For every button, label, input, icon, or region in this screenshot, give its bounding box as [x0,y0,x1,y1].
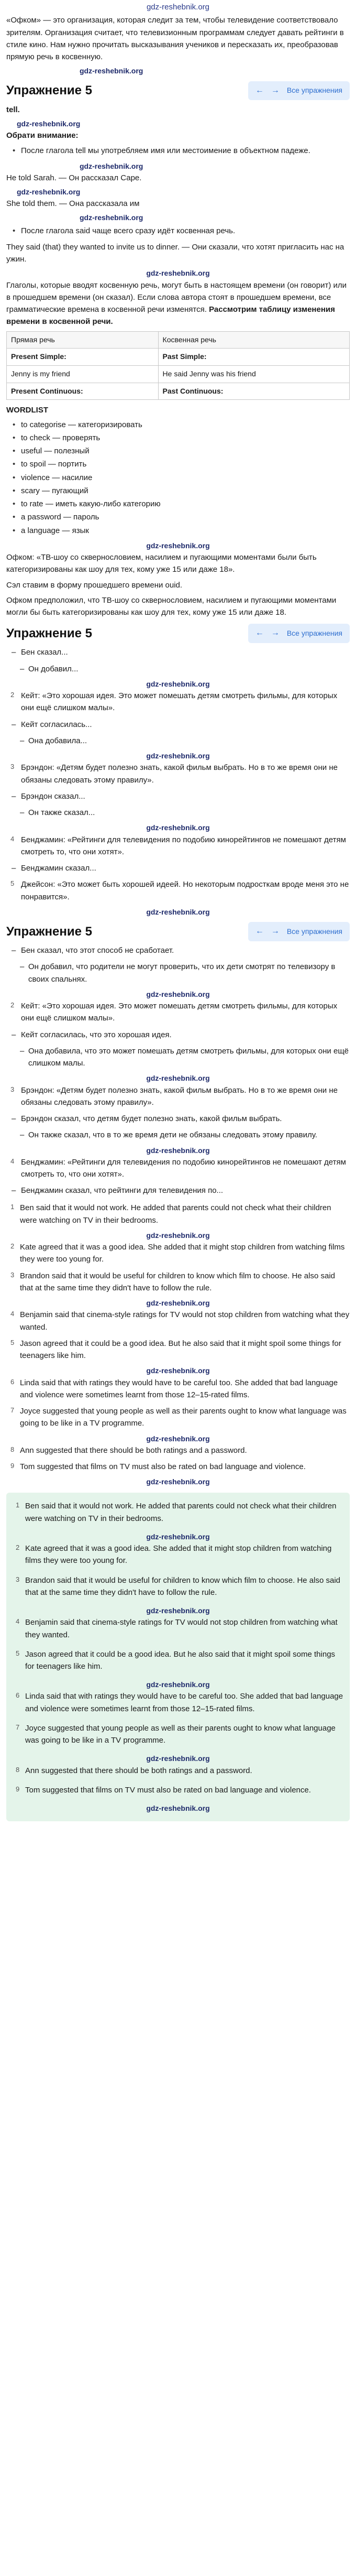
tell-heading: tell. [6,105,20,114]
item-text: Она добавила... [28,736,87,745]
item-text: Benjamin said that cinema-style ratings for TV would not stop children from watching what they wanted. [25,1618,338,1639]
next-arrow-icon[interactable]: → [271,85,280,95]
grammar-bullets [6,145,350,157]
table-cell: Past Simple: [158,349,349,366]
watermark: gdz-reshebnik.org [146,1606,210,1615]
list-item: • scary — пугающий [6,485,350,497]
list-item [6,1045,350,1070]
list-item [6,1129,350,1141]
item-text: Tom suggested that films on TV must also be rated on bad language and violence. [25,1785,311,1795]
item-number: 9 [10,1461,15,1470]
list-item [6,1184,350,1197]
list-item [6,690,350,714]
item-text: Tom suggested that films on TV must also be rated on bad language and violence. [20,1462,306,1471]
intro-paragraph: «Офком» — это организация, которая следит за тем, чтобы телевидение соответствовало зрителям. Организация считает, что телевизионным программам следует давать рейтинги в стиле кино. Нам нужно прочитать высказывания учеников и пересказать их, преобразовав прямую речь в косвенную. [6,16,344,61]
item-text: Joyce suggested that young people as well as their parents ought to know what language was going to be like in a TV programme. [25,1723,336,1745]
item-number: 4 [10,1157,15,1165]
item-text: Kate agreed that it was a good idea. She added that it might stop children from watching films they were too young for. [20,1243,345,1264]
item-number: 8 [10,1445,15,1453]
table-row [7,349,350,366]
item-text: Джейсон: «Это может быть хорошей идеей. Но некоторым подросткам вроде меня это не понравится». [21,880,349,901]
item-text: Ben said that it would not work. He added that parents could not check what their children were watching on TV in their bedrooms. [25,1502,337,1523]
answer-box [6,1493,350,1821]
item-number: 5 [10,879,15,888]
list-item [12,1574,344,1599]
list-item: • a language — язык [6,525,350,537]
item-text: Joyce suggested that young people as well as their parents ought to know what language was going to be like in a TV programme. [20,1407,347,1428]
example-line: She told them. — Она рассказала им [6,199,140,209]
table-cell: Present Continuous: [7,383,159,400]
text-paragraph: Офком: «TB-шоу со сквернословием, насилием и пугающими моментами были быть категоризированы как шоу для тех, кому уже 15 или даже 18». [6,553,317,574]
list-item [6,1000,350,1025]
list-item [6,1461,350,1473]
list-item [12,1784,344,1796]
watermark: gdz-reshebnik.org [80,161,143,170]
prev-arrow-icon[interactable]: ← [255,628,264,638]
section-title: Упражнение 5 [6,83,92,98]
list-item [6,878,350,903]
watermark: gdz-reshebnik.org [17,188,81,196]
list-item [6,1338,350,1362]
list-item [6,1270,350,1295]
item-number: 3 [10,1270,15,1279]
item-text: Кейт согласилась... [21,720,92,729]
rule-paragraph [6,279,350,328]
section-title: Упражнение 5 [6,626,92,641]
item-text: Он добавил, что родители не могут проверить, что их дети смотрят по телевизору в своих спальнях. [28,962,336,984]
item-number: 8 [16,1765,20,1774]
item-text: Linda said that with ratings they would have to be careful too. She added that bad language and violence were sometimes learnt from those 12–15-rated films. [25,1692,343,1713]
watermark: gdz-reshebnik.org [146,1532,210,1541]
list-item [6,1084,350,1109]
rule-text: Глаголы, которые вводят косвенную речь, могут быть в настоящем времени (он говорит) или в прошедшем времени (он сказал). Если слова автора стоят в прошедшем времени, все грамматические времена в косвенной речи изменятся. [6,280,347,314]
list-item [6,1405,350,1430]
wordlist [6,419,350,537]
next-arrow-icon[interactable]: → [271,628,280,638]
watermark: gdz-reshebnik.org [146,541,210,550]
item-text: Кейт согласилась, что это хорошая идея. [21,1030,172,1039]
item-number: 5 [10,1338,15,1346]
list-item [6,1444,350,1457]
item-number: 1 [10,1203,15,1211]
list-item [12,1765,344,1777]
item-number: 7 [16,1723,20,1731]
list-item [6,663,350,675]
item-text: Бенджамин: «Рейтинги для телевидения по подобию кинорейтингов не помешают детям смотреть то, что они хотят». [21,1157,346,1179]
watermark: gdz-reshebnik.org [146,1146,210,1155]
watermark: gdz-reshebnik.org [146,1804,210,1813]
list-item [6,790,350,802]
item-text: Бенджамин сказал... [21,864,96,873]
list-item: • to categorise — категоризировать [6,419,350,431]
answer-list [6,1202,350,1486]
grammar-bullets [6,225,350,237]
list-item [6,1029,350,1041]
item-text: Jason agreed that it could be a good idea. But he also said that it might spoil some things for teenagers like him. [25,1649,336,1671]
item-number: 1 [16,1501,20,1509]
exercise-nav [248,922,350,941]
item-text: Linda said that with ratings they would have to be careful too. She added that bad language and violence were sometimes learnt from those 12–15-rated films. [20,1378,338,1399]
watermark: gdz-reshebnik.org [146,1231,210,1240]
list-item: • violence — насилие [6,472,350,484]
table-header: Косвенная речь [158,331,349,349]
list-item: • to check — проверять [6,432,350,444]
watermark: gdz-reshebnik.org [146,269,210,278]
prev-arrow-icon[interactable]: ← [255,85,264,95]
item-text: Jason agreed that it could be a good idea. But he also said that it might spoil some things for teenagers like him. [20,1339,341,1361]
section-header [6,624,350,643]
list-item [6,1202,350,1226]
text-paragraph: Офком предположил, что ТВ-шоу со сквернословием, насилием и пугающими моментами могли бы быть категоризированы как шоу для тех, кому уже 15 или даже 18. [6,595,337,617]
list-item [6,1377,350,1401]
item-number: 2 [10,1242,15,1251]
item-number: 6 [10,1377,15,1386]
list-item: • useful — полезный [6,445,350,457]
list-item: • После глагола said чаще всего сразу идёт косвенная речь. [6,225,350,237]
watermark: gdz-reshebnik.org [146,752,210,760]
watermark: gdz-reshebnik.org [17,119,81,128]
item-text: Ann suggested that there should be both ratings and a password. [20,1445,247,1455]
list-item [6,1309,350,1333]
note-heading: Обрати внимание: [6,131,79,140]
item-number: 4 [16,1617,20,1626]
watermark: gdz-reshebnik.org [146,990,210,998]
list-item [6,834,350,858]
section-title: Упражнение 5 [6,924,92,939]
item-number: 9 [16,1785,20,1793]
all-exercises-link[interactable]: Все упражнения [286,86,342,95]
watermark: gdz-reshebnik.org [146,1074,210,1083]
item-text: Бенджамин: «Рейтинги для телевидения по подобию кинорейтингов не помешают детям смотреть то, что они хотят». [21,835,346,856]
list-item [6,961,350,985]
list-item [6,719,350,731]
item-text: Он добавил... [28,664,79,673]
list-item [12,1500,344,1525]
list-item: • После глагола tell мы употребляем имя или местоимение в объектном падеже. [6,145,350,157]
tense-table [6,331,350,400]
list-item: • to rate — иметь какую-либо категорию [6,498,350,510]
item-text: Brandon said that it would be useful for children to know which film to choose. He also said that at the same time they didn't have to follow the rule. [20,1271,335,1292]
table-row [7,383,350,400]
list-item [12,1542,344,1567]
all-exercises-link[interactable]: Все упражнения [286,927,342,936]
item-number: 2 [16,1544,20,1552]
watermark: gdz-reshebnik.org [146,907,210,916]
dialog-list [6,944,350,1197]
prev-arrow-icon[interactable]: ← [255,927,264,936]
item-number: 3 [10,1085,15,1093]
list-item [6,762,350,786]
watermark: gdz-reshebnik.org [146,1477,210,1486]
item-text: Kate agreed that it was a good idea. She added that it might stop children from watching films they were too young for. [25,1544,332,1566]
table-row [7,365,350,383]
list-item [12,1648,344,1673]
list-item [6,944,350,957]
item-text: Бен сказал... [21,648,68,657]
dialog-list [6,646,350,917]
wordlist-title: WORDLIST [6,406,48,415]
watermark: gdz-reshebnik.org [80,213,143,222]
item-text: Ann suggested that there should be both ratings and a password. [25,1766,252,1775]
site-url[interactable]: gdz-reshebnik.org [146,3,210,12]
item-text: Ben said that it would not work. He added that parents could not check what their children were watching on TV in their bedrooms. [20,1203,331,1225]
item-text: Она добавила, что это может помешать детям смотреть фильмы, для которых они ещё слишком малы. [28,1046,349,1068]
list-item [6,1156,350,1181]
item-text: Брэндон сказал... [21,791,85,801]
watermark: gdz-reshebnik.org [146,1680,210,1689]
item-number: 2 [10,1001,15,1009]
item-number: 7 [10,1406,15,1414]
example-line: They said (that) they wanted to invite us to dinner. — Они сказали, что хотят пригласить нас на ужин. [6,242,344,264]
item-number: 4 [10,1310,15,1318]
list-item: • to spoil — портить [6,458,350,470]
watermark: gdz-reshebnik.org [146,1434,210,1443]
list-item [6,862,350,874]
item-text: Бен сказал, что этот способ не сработает. [21,946,174,955]
exercise-nav [248,624,350,643]
item-text: Брэндон: «Детям будет полезно знать, какой фильм выбрать. Но в то же время они не обязаны следовать этому правилу». [21,1085,338,1107]
item-text: Он также сказал, что в то же время дети не обязаны следовать этому правилу. [28,1131,317,1140]
text-paragraph: Сэл ставим в форму прошедшего времени ouid. [6,580,183,590]
list-item [6,1241,350,1266]
list-item [6,735,350,747]
rule-bold: Рассмотрим таблицу изменения времени в косвенной речи. [6,305,335,327]
watermark: gdz-reshebnik.org [146,823,210,832]
answer-list [12,1500,344,1813]
table-header: Прямая речь [7,331,159,349]
all-exercises-link[interactable]: Все упражнения [286,628,342,637]
item-number: 3 [16,1575,20,1583]
item-text: Брэндон: «Детям будет полезно знать, какой фильм выбрать. Но в то же время они не обязаны следовать этому правилу». [21,763,338,785]
item-text: Бенджамин сказал, что рейтинги для телевидения по... [21,1186,224,1195]
table-cell: Present Simple: [7,349,159,366]
item-text: Benjamin said that cinema-style ratings for TV would not stop children from watching what they wanted. [20,1310,350,1332]
section-header [6,81,350,100]
example-line: He told Sarah. — Он рассказал Саре. [6,173,142,182]
table-cell: Past Continuous: [158,383,349,400]
list-item [6,1113,350,1125]
table-row [7,331,350,349]
exercise-nav [248,81,350,101]
list-item [6,807,350,819]
item-number: 4 [10,834,15,843]
list-item [12,1616,344,1641]
section-header [6,922,350,941]
item-number: 2 [10,691,15,699]
item-text: Он также сказал... [28,808,95,818]
list-item [12,1690,344,1715]
list-item: • a password — пароль [6,511,350,523]
table-cell: He said Jenny was his friend [158,365,349,383]
item-number: 3 [10,763,15,771]
watermark: gdz-reshebnik.org [80,67,143,75]
item-text: Brandon said that it would be useful for children to know which film to choose. He also said that at the same time they didn't have to follow the rule. [25,1575,340,1597]
list-item [12,1722,344,1747]
item-text: Брэндон сказал, что детям будет полезно знать, какой фильм выбрать. [21,1114,282,1123]
item-text: Кейт: «Это хорошая идея. Это может помешать детям смотреть фильмы, для которых они ещё слишком малы». [21,1002,338,1023]
watermark: gdz-reshebnik.org [146,1366,210,1375]
item-number: 5 [16,1649,20,1657]
list-item [6,646,350,658]
table-cell: Jenny is my friend [7,365,159,383]
watermark: gdz-reshebnik.org [146,1754,210,1763]
watermark: gdz-reshebnik.org [146,679,210,688]
item-text: Кейт: «Это хорошая идея. Это может помешать детям смотреть фильмы, для которых они ещё слишком малы». [21,691,338,713]
next-arrow-icon[interactable]: → [271,927,280,936]
watermark: gdz-reshebnik.org [146,1299,210,1308]
item-number: 6 [16,1691,20,1700]
